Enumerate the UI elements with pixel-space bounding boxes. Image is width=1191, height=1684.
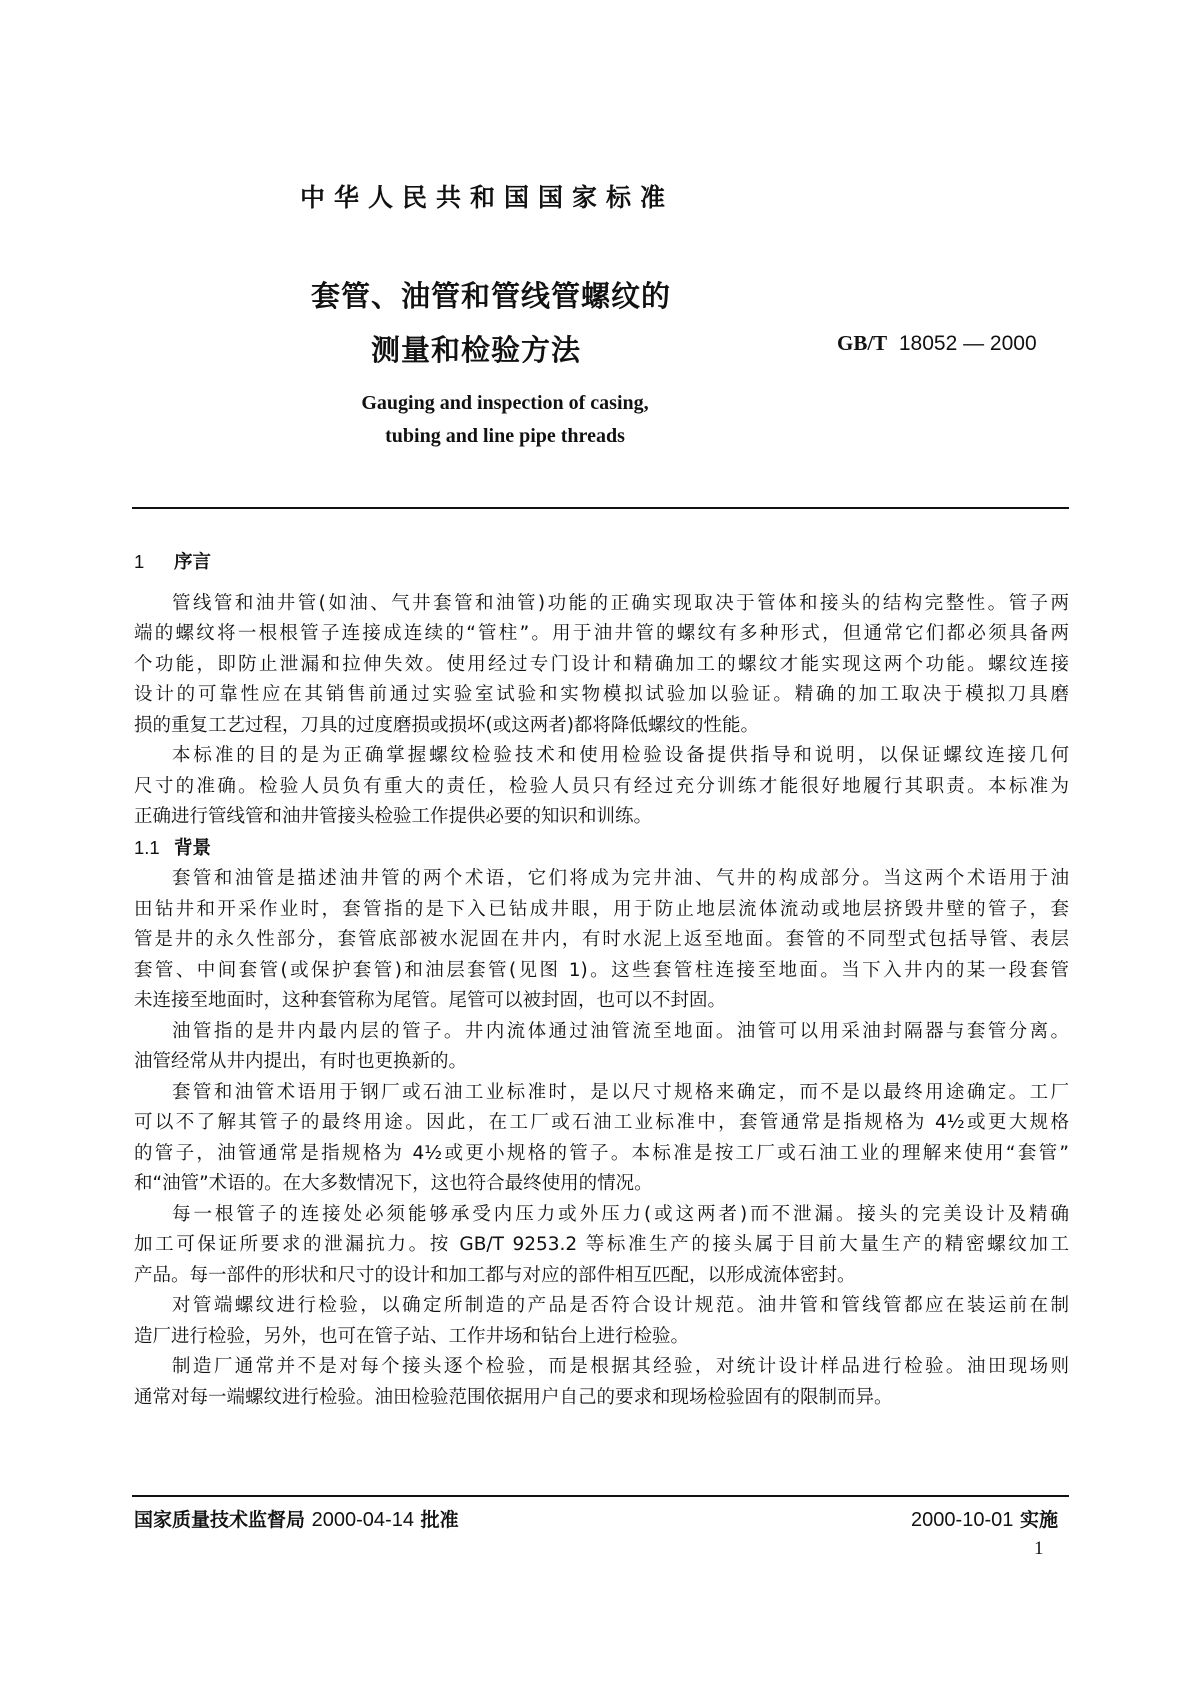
effective-info — [911, 1505, 1058, 1532]
paragraph — [134, 1352, 1069, 1413]
approval-label: 批准 — [420, 1509, 459, 1531]
paragraph — [134, 589, 1069, 742]
english-title-line-1: Gauging and inspection of casing, — [361, 392, 649, 414]
section-number: 1.1 — [134, 836, 160, 858]
approval-date: 2000-04-14 — [311, 1509, 414, 1531]
paragraph-line: 设计的可靠性应在其销售前通过实验室试验和实物模拟试验加以验证。精确的加工取决于模拟刀具磨 — [134, 684, 1069, 705]
document-title-line-1: 套管、油管和管线管螺纹的 — [311, 279, 672, 313]
standard-type-heading: 中华人民共和国国家标准 — [300, 183, 675, 212]
paragraph-line: 个功能，即防止泄漏和拉伸失效。使用经过专门设计和精确加工的螺纹才能实现这两个功能。螺纹连接 — [134, 653, 1069, 675]
paragraph — [134, 1291, 1069, 1352]
page-number: 1 — [1034, 1538, 1044, 1559]
paragraph-line: 制造厂通常并不是对每个接头逐个检验，而是根据其经验，对统计设计样品进行检验。油田现场则 — [172, 1356, 1069, 1377]
paragraph-line: 可以不了解其管子的最终用途。因此，在工厂或石油工业标准中，套管通常是指规格为 4½或更大规格 — [134, 1112, 1069, 1133]
standard-number — [837, 331, 1037, 356]
paragraph-line: 尺寸的准确。检验人员负有重大的责任，检验人员只有经过充分训练才能很好地履行其职责。本标准为 — [134, 775, 1069, 797]
paragraph-line: 套管和油管是描述油井管的两个术语，它们将成为完井油、气井的构成部分。当这两个术语用于油 — [172, 868, 1069, 889]
section-title: 背景 — [174, 837, 212, 859]
footer-divider — [132, 1495, 1069, 1497]
paragraph-line: 产品。每一部件的形状和尺寸的设计和加工都与对应的部件相互匹配，以形成流体密封。 — [134, 1264, 856, 1286]
english-title-line-2: tubing and line pipe threads — [385, 425, 625, 447]
paragraph-line: 套管和油管术语用于钢厂或石油工业标准时，是以尺寸规格来确定，而不是以最终用途确定。工厂 — [172, 1081, 1069, 1103]
effective-label: 实施 — [1019, 1509, 1058, 1531]
paragraph-line: 本标准的目的是为正确掌握螺纹检验技术和使用检验设备提供指导和说明，以保证螺纹连接几何 — [172, 745, 1069, 766]
paragraph-line: 造厂进行检验，另外，也可在管子站、工作井场和钻台上进行检验。 — [134, 1325, 690, 1347]
paragraph-line: 油管经常从井内提出，有时也更换新的。 — [134, 1051, 468, 1072]
document-title-line-2: 测量和检验方法 — [371, 333, 582, 367]
paragraph-line: 管线管和油井管(如油、气井套管和油管)功能的正确实现取决于管体和接头的结构完整性。管子两 — [172, 592, 1069, 614]
section-title: 序言 — [174, 552, 212, 573]
paragraph — [134, 1078, 1069, 1200]
paragraph-line: 端的螺纹将一根根管子连接成连续的“管柱”。用于油井管的螺纹有多种形式，但通常它们都必须具备两 — [134, 623, 1069, 644]
document-body — [134, 547, 1069, 1413]
paragraph-line: 田钻井和开采作业时，套管指的是下入已钻成井眼，用于防止地层流体流动或地层挤毁井壁的管子，套 — [134, 898, 1069, 920]
paragraph-line: 对管端螺纹进行检验，以确定所制造的产品是否符合设计规范。油井管和管线管都应在装运前在制 — [172, 1295, 1069, 1316]
paragraph — [134, 1017, 1069, 1078]
standard-code: 18052 — 2000 — [898, 332, 1037, 355]
header-divider — [132, 507, 1069, 509]
paragraph-line: 和“油管”术语的。在大多数情况下，这也符合最终使用的情况。 — [134, 1173, 653, 1194]
paragraph-line: 油管指的是井内最内层的管子。井内流体通过油管流至地面。油管可以用采油封隔器与套管分离。 — [172, 1020, 1069, 1042]
section-heading-1-1 — [134, 833, 1069, 865]
paragraph-line: 每一根管子的连接处必须能够承受内压力或外压力(或这两者)而不泄漏。接头的完美设计及精确 — [172, 1203, 1069, 1225]
paragraph-line: 正确进行管线管和油井管接头检验工作提供必要的知识和训练。 — [134, 806, 653, 827]
paragraph-line: 通常对每一端螺纹进行检验。油田检验范围依据用户自己的要求和现场检验固有的限制而异。 — [134, 1386, 893, 1408]
section-number: 1 — [134, 551, 145, 572]
paragraph-line: 加工可保证所要求的泄漏抗力。按 GB/T 9253.2 等标准生产的接头属于目前大量生产的精密螺纹加工 — [134, 1234, 1069, 1255]
standard-prefix: GB/T — [837, 331, 888, 355]
paragraph-line: 管是井的永久性部分，套管底部被水泥固在井内，有时水泥上返至地面。套管的不同型式包括导管、表层 — [134, 929, 1069, 950]
paragraph — [134, 864, 1069, 1017]
effective-date: 2000-10-01 — [911, 1509, 1014, 1531]
paragraph-line: 套管、中间套管(或保护套管)和油层套管(见图 1)。这些套管柱连接至地面。当下入井内的某一段套管 — [134, 959, 1069, 981]
paragraph-line: 的管子，油管通常是指规格为 4½或更小规格的管子。本标准是按工厂或石油工业的理解来使用“套管” — [134, 1142, 1069, 1164]
paragraph — [134, 741, 1069, 833]
approval-info — [134, 1505, 459, 1532]
issuer: 国家质量技术监督局 — [134, 1509, 306, 1531]
section-heading-1 — [134, 547, 1069, 579]
paragraph-line: 损的重复工艺过程，刀具的过度磨损或损坏(或这两者)都将降低螺纹的性能。 — [134, 714, 759, 736]
paragraph — [134, 1200, 1069, 1292]
paragraph-line: 未连接至地面时，这种套管称为尾管。尾管可以被封固，也可以不封固。 — [134, 990, 727, 1011]
